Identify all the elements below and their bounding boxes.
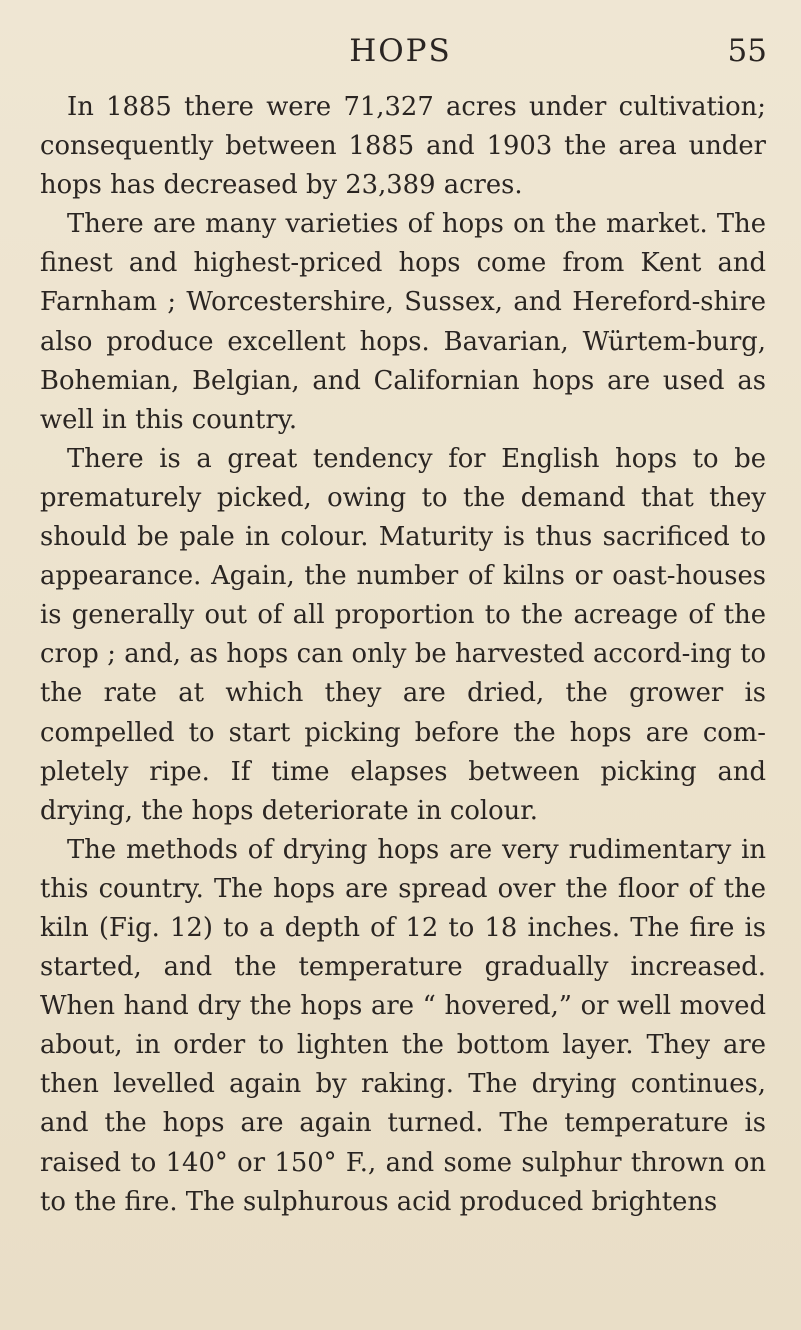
- body-text: [40, 88, 766, 1222]
- page-number: 55: [727, 33, 767, 69]
- page-title: HOPS: [349, 33, 452, 69]
- running-head: [0, 28, 801, 74]
- paragraph-acreage: In 1885 there were 71,327 acres under cultivation; consequently between 1885 and 1903 the area under hops has decreased by 23,389 acres.: [40, 92, 766, 201]
- paragraph-picking: There is a great tendency for English hops to be prematurely picked, owing to the demand that they should be pale in colour. Maturity is thus sacrificed to appearance. Again, the number of kilns or oast-houses is generally out of all proportion to the acreage of the crop ; and, as hops can only be harvested accord-ing to the rate at which they are dried, the grower is compelled to start picking before the hops are com-pletely ripe. If time elapses between picking and drying, the hops deteriorate in colour.: [40, 443, 766, 826]
- paragraph-varieties: There are many varieties of hops on the market. The finest and highest-priced hops come from Kent and Farnham ; Worcestershire, Sussex, and Hereford-shire also produce excellent hops. Bavarian, Würtem-burg, Bohemian, Belgian, and Californian hops are used as well in this country.: [40, 209, 766, 435]
- paragraph-drying: The methods of drying hops are very rudimentary in this country. The hops are spread over the floor of the kiln (Fig. 12) to a depth of 12 to 18 inches. The fire is started, and the temperature gradually increased. When hand dry the hops are “ hovered,” or well moved about, in order to lighten the bottom layer. They are then levelled again by raking. The drying continues, and the hops are again turned. The temperature is raised to 140° or 150° F., and some sulphur thrown on to the fire. The sulphurous acid produced brightens: [40, 834, 766, 1217]
